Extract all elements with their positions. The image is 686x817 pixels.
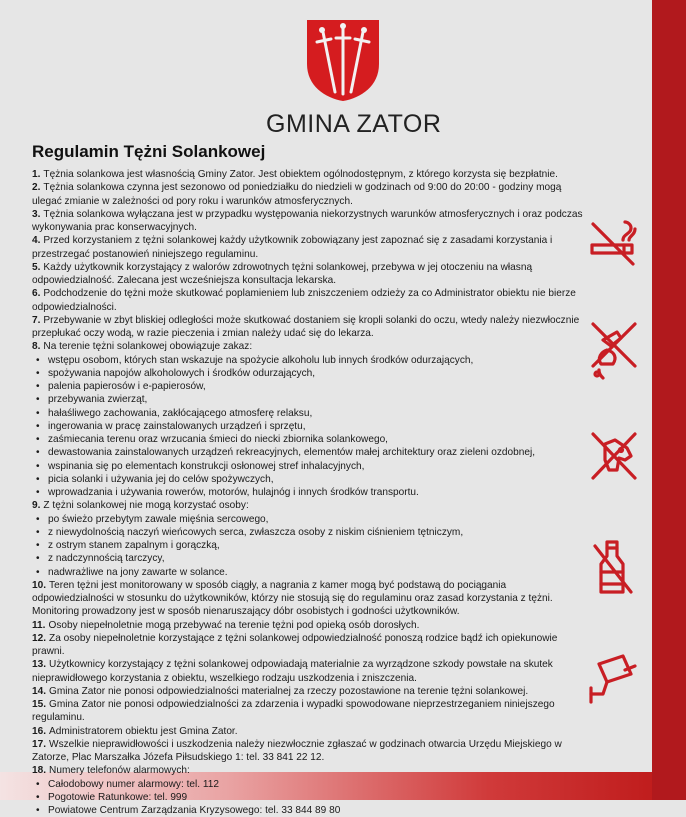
- rule-1: 1. Tężnia solankowa jest własnością Gminy Zator. Jest obiektem ogólnodostępnym, z którego korzysta się bezpłatnie.: [32, 168, 588, 181]
- rule-17: 17. Wszelkie nieprawidłowości i uszkodzenia należy niezwłocznie zgłaszać w godzinach otwarcia Urzędu Miejskiego w Zatorze, Plac Marszałka Józefa Piłsudskiego 1: tel. 33 841 22 12.: [32, 738, 588, 765]
- list-item: • palenia papierosów i e-papierosów,: [47, 380, 588, 393]
- list-item: • wspinania się po elementach konstrukcji osłonowej stref inhalacyjnych,: [47, 460, 588, 473]
- coat-of-arms-icon: [305, 18, 381, 102]
- list-item: • po świeżo przebytym zawale mięśnia sercowego,: [47, 513, 588, 526]
- rule-11: 11. Osoby niepełnoletnie mogą przebywać na terenie tężni pod opieką osób dorosłych.: [32, 619, 588, 632]
- no-dogs-icon: [587, 430, 639, 482]
- list-item: • ingerowania w pracę zainstalowanych urządzeń i sprzętu,: [47, 420, 588, 433]
- no-alcohol-icon: [587, 320, 639, 380]
- prohibitions-list: [32, 354, 588, 500]
- rule-14: 14. Gmina Zator nie ponosi odpowiedzialności materialnej za rzeczy pozostawione na terenie tężni solankowej.: [32, 685, 588, 698]
- rule-3: 3. Tężnia solankowa wyłączana jest w przypadku występowania niekorzystnych warunków atmosferycznych i oraz podczas wykonywania prac konserwacyjnych.: [32, 208, 588, 235]
- municipality-name: GMINA ZATOR: [266, 110, 441, 139]
- rule-7: 7. Przebywanie w zbyt bliskiej odległości może skutkować dostaniem się kropli solanki do oczu, wtedy należy niezwłocznie przepłukać oczy wodą, w razie pieczenia i zmian należy udać się do lekarza.: [32, 314, 588, 341]
- list-item: • wstępu osobom, których stan wskazuje na spożycie alkoholu lub innych środków odurzających,: [47, 354, 588, 367]
- no-bottle-drinking-icon: [587, 538, 639, 596]
- list-item: • z nadczynnością tarczycy,: [47, 552, 588, 565]
- rule-9: 9. Z tężni solankowej nie mogą korzystać osoby:: [32, 499, 588, 512]
- list-item: • przebywania zwierząt,: [47, 393, 588, 406]
- list-item: • nadwrażliwe na jony zawarte w solance.: [47, 566, 588, 579]
- list-item: • dewastowania zainstalowanych urządzeń rekreacyjnych, elementów małej architektury oraz zieleni ozdobnej,: [47, 446, 588, 459]
- rule-6: 6. Podchodzenie do tężni może skutkować poplamieniem lub zniszczeniem odzieży za co Administrator obiektu nie bierze odpowiedzialności.: [32, 287, 588, 314]
- rule-5: 5. Każdy użytkownik korzystający z walorów zdrowotnych tężni solankowej, przebywa w jej otoczeniu na własną odpowiedzialność. Zalecana jest wcześniejsza konsultacja lekarska.: [32, 261, 588, 288]
- list-item: • zaśmiecania terenu oraz wrzucania śmieci do niecki zbiornika solankowego,: [47, 433, 588, 446]
- rule-4: 4. Przed korzystaniem z tężni solankowej każdy użytkownik zobowiązany jest zapoznać się z zasadami korzystania i przestrzegać postanowień niniejszego regulaminu.: [32, 234, 588, 261]
- rule-12: 12. Za osoby niepełnoletnie korzystające z tężni solankowej odpowiedzialność ponoszą rodzice bądź ich opiekunowie prawni.: [32, 632, 588, 659]
- rule-8: 8. Na terenie tężni solankowej obowiązuje zakaz:: [32, 340, 588, 353]
- list-item: • picia solanki i używania jej do celów spożywczych,: [47, 473, 588, 486]
- list-item: • z niewydolnością naczyń wieńcowych serca, zwłaszcza osoby z niskim ciśnieniem tętniczym,: [47, 526, 588, 539]
- page-title: Regulamin Tężni Solankowej: [32, 142, 265, 162]
- no-smoking-icon: [587, 218, 639, 270]
- rule-2: 2. Tężnia solankowa czynna jest sezonowo od poniedziałku do niedzieli w godzinach od 9:00 do 20:00 - godziny mogą ulegać zmianie w zależności od pory roku i warunków atmosferycznych.: [32, 181, 588, 208]
- list-item: • Powiatowe Centrum Zarządzania Kryzysowego: tel. 33 844 89 80: [47, 804, 588, 817]
- list-item: • wprowadzania i używania rowerów, motorów, hulajnóg i innych środków transportu.: [47, 486, 588, 499]
- list-item: • spożywania napojów alkoholowych i środków odurzających,: [47, 367, 588, 380]
- list-item: • Pogotowie Ratunkowe: tel. 999: [47, 791, 588, 804]
- rule-18: 18. Numery telefonów alarmowych:: [32, 764, 588, 777]
- regulations-body: [32, 168, 588, 817]
- list-item: • Całodobowy numer alarmowy: tel. 112: [47, 778, 588, 791]
- red-side-stripe: [652, 0, 686, 800]
- cctv-camera-icon: [587, 650, 639, 706]
- rule-13: 13. Użytkownicy korzystający z tężni solankowej odpowiadają materialnie za wyrządzone szkody powstałe na skutek nieprawidłowego korzystania z obiektu, wszelkiego rodzaju uszkodzenia i zniszczenia.: [32, 658, 588, 685]
- rule-15: 15. Gmina Zator nie ponosi odpowiedzialności za zdarzenia i wypadki spowodowane nieprzestrzeganiem niniejszego regulaminu.: [32, 698, 588, 725]
- emergency-phones-list: [32, 778, 588, 817]
- rule-16: 16. Administratorem obiektu jest Gmina Zator.: [32, 725, 588, 738]
- list-item: • hałaśliwego zachowania, zakłócającego atmosferę relaksu,: [47, 407, 588, 420]
- list-item: • z ostrym stanem zapalnym i gorączką,: [47, 539, 588, 552]
- contraindications-list: [32, 513, 588, 579]
- rule-10: 10. Teren tężni jest monitorowany w sposób ciągły, a nagrania z kamer mogą być podstawą do pociągania odpowiedzialności w stosunku do użytkowników, którzy nie stosują się do regulaminu oraz zasad korzystania z tężni. Monitoring prowadzony jest w sposób nienaruszający dóbr osobistych i godności użytkowników.: [32, 579, 588, 619]
